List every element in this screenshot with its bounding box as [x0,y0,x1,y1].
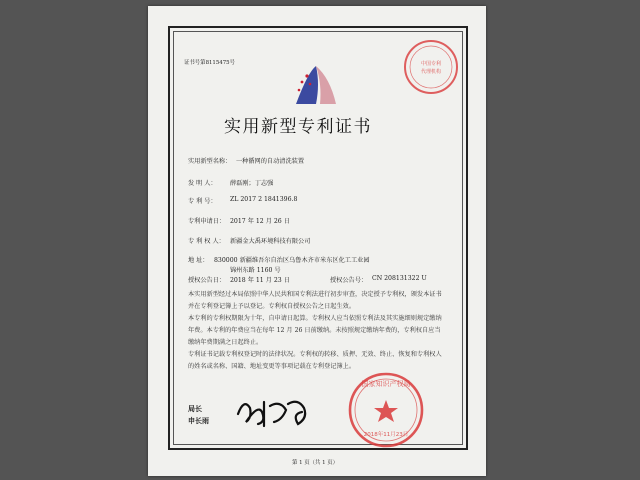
agency-seal-icon [402,38,460,96]
patentee-label: 专 利 权 人： [188,238,225,245]
page-number: 第 1 页（共 1 页） [292,460,339,466]
grant-number-label: 授权公告号： [330,277,368,284]
utility-model-name-value: 一种循网的自动清洗装置 [236,158,305,165]
grant-number-value: CN 208131322 U [372,275,427,282]
patent-office-emblem-icon [290,62,342,106]
director-title: 局长 [188,405,202,413]
filing-date-label: 专利申请日： [188,218,226,225]
grant-date-value: 2018 年 11 月 23 日 [230,277,290,284]
inventor-label: 发 明 人： [188,180,217,187]
svg-text:代理机构: 代理机构 [420,69,442,75]
address-value-line-2: 锦州东路 1160 号 [230,267,281,274]
certificate-title: 实用新型专利证书 [224,117,372,137]
certificate-paragraph-3: 专利证书记载专利权登记时的法律状况。专利权的转移、质押、无效、终止、恢复和专利权人的姓名或名称、国籍、地址变更等事项记载在专利登记簿上。 [188,351,442,370]
inventor-value: 薛磊刚；丁志强 [230,180,274,187]
certificate-number: 证书号第8115475号 [184,60,235,66]
state-ip-office-seal-icon [346,370,426,450]
patent-number-label: 专 利 号： [188,198,217,205]
svg-text:2018年11月23日: 2018年11月23日 [363,432,409,438]
address-value-line-1: 830000 新疆维吾尔自治区乌鲁木齐市米东区化工工业园 [214,257,370,264]
patent-number-value: ZL 2017 2 1841396.8 [230,196,298,203]
grant-date-label: 授权公告日： [188,277,226,284]
patent-certificate [148,6,486,476]
utility-model-name-label: 实用新型名称： [188,158,232,165]
certificate-paragraph-1: 本实用新型经过本局依照中华人民共和国专利法进行初步审查，决定授予专利权，颁发本证书并在专利登记簿上予以登记。专利权自授权公告之日起生效。 [188,291,442,310]
svg-text:中国专利: 中国专利 [420,61,442,67]
svg-text:国家知识产权局: 国家知识产权局 [361,380,411,388]
patentee-value: 新疆金大禹环境科技有限公司 [230,238,311,245]
director-name: 申长雨 [188,417,209,425]
certificate-paragraph-2: 本专利的专利权期限为十年，自申请日起算。专利权人应当依照专利法及其实施细则规定缴纳年费。本专利的年费应当在每年 12 月 26 日前缴纳。未按照规定缴纳年费的，专利权自应当缴纳年费期满之日起终止。 [188,315,442,346]
filing-date-value: 2017 年 12 月 26 日 [230,218,290,225]
director-signature [234,394,316,430]
address-label: 地 址： [188,257,209,264]
